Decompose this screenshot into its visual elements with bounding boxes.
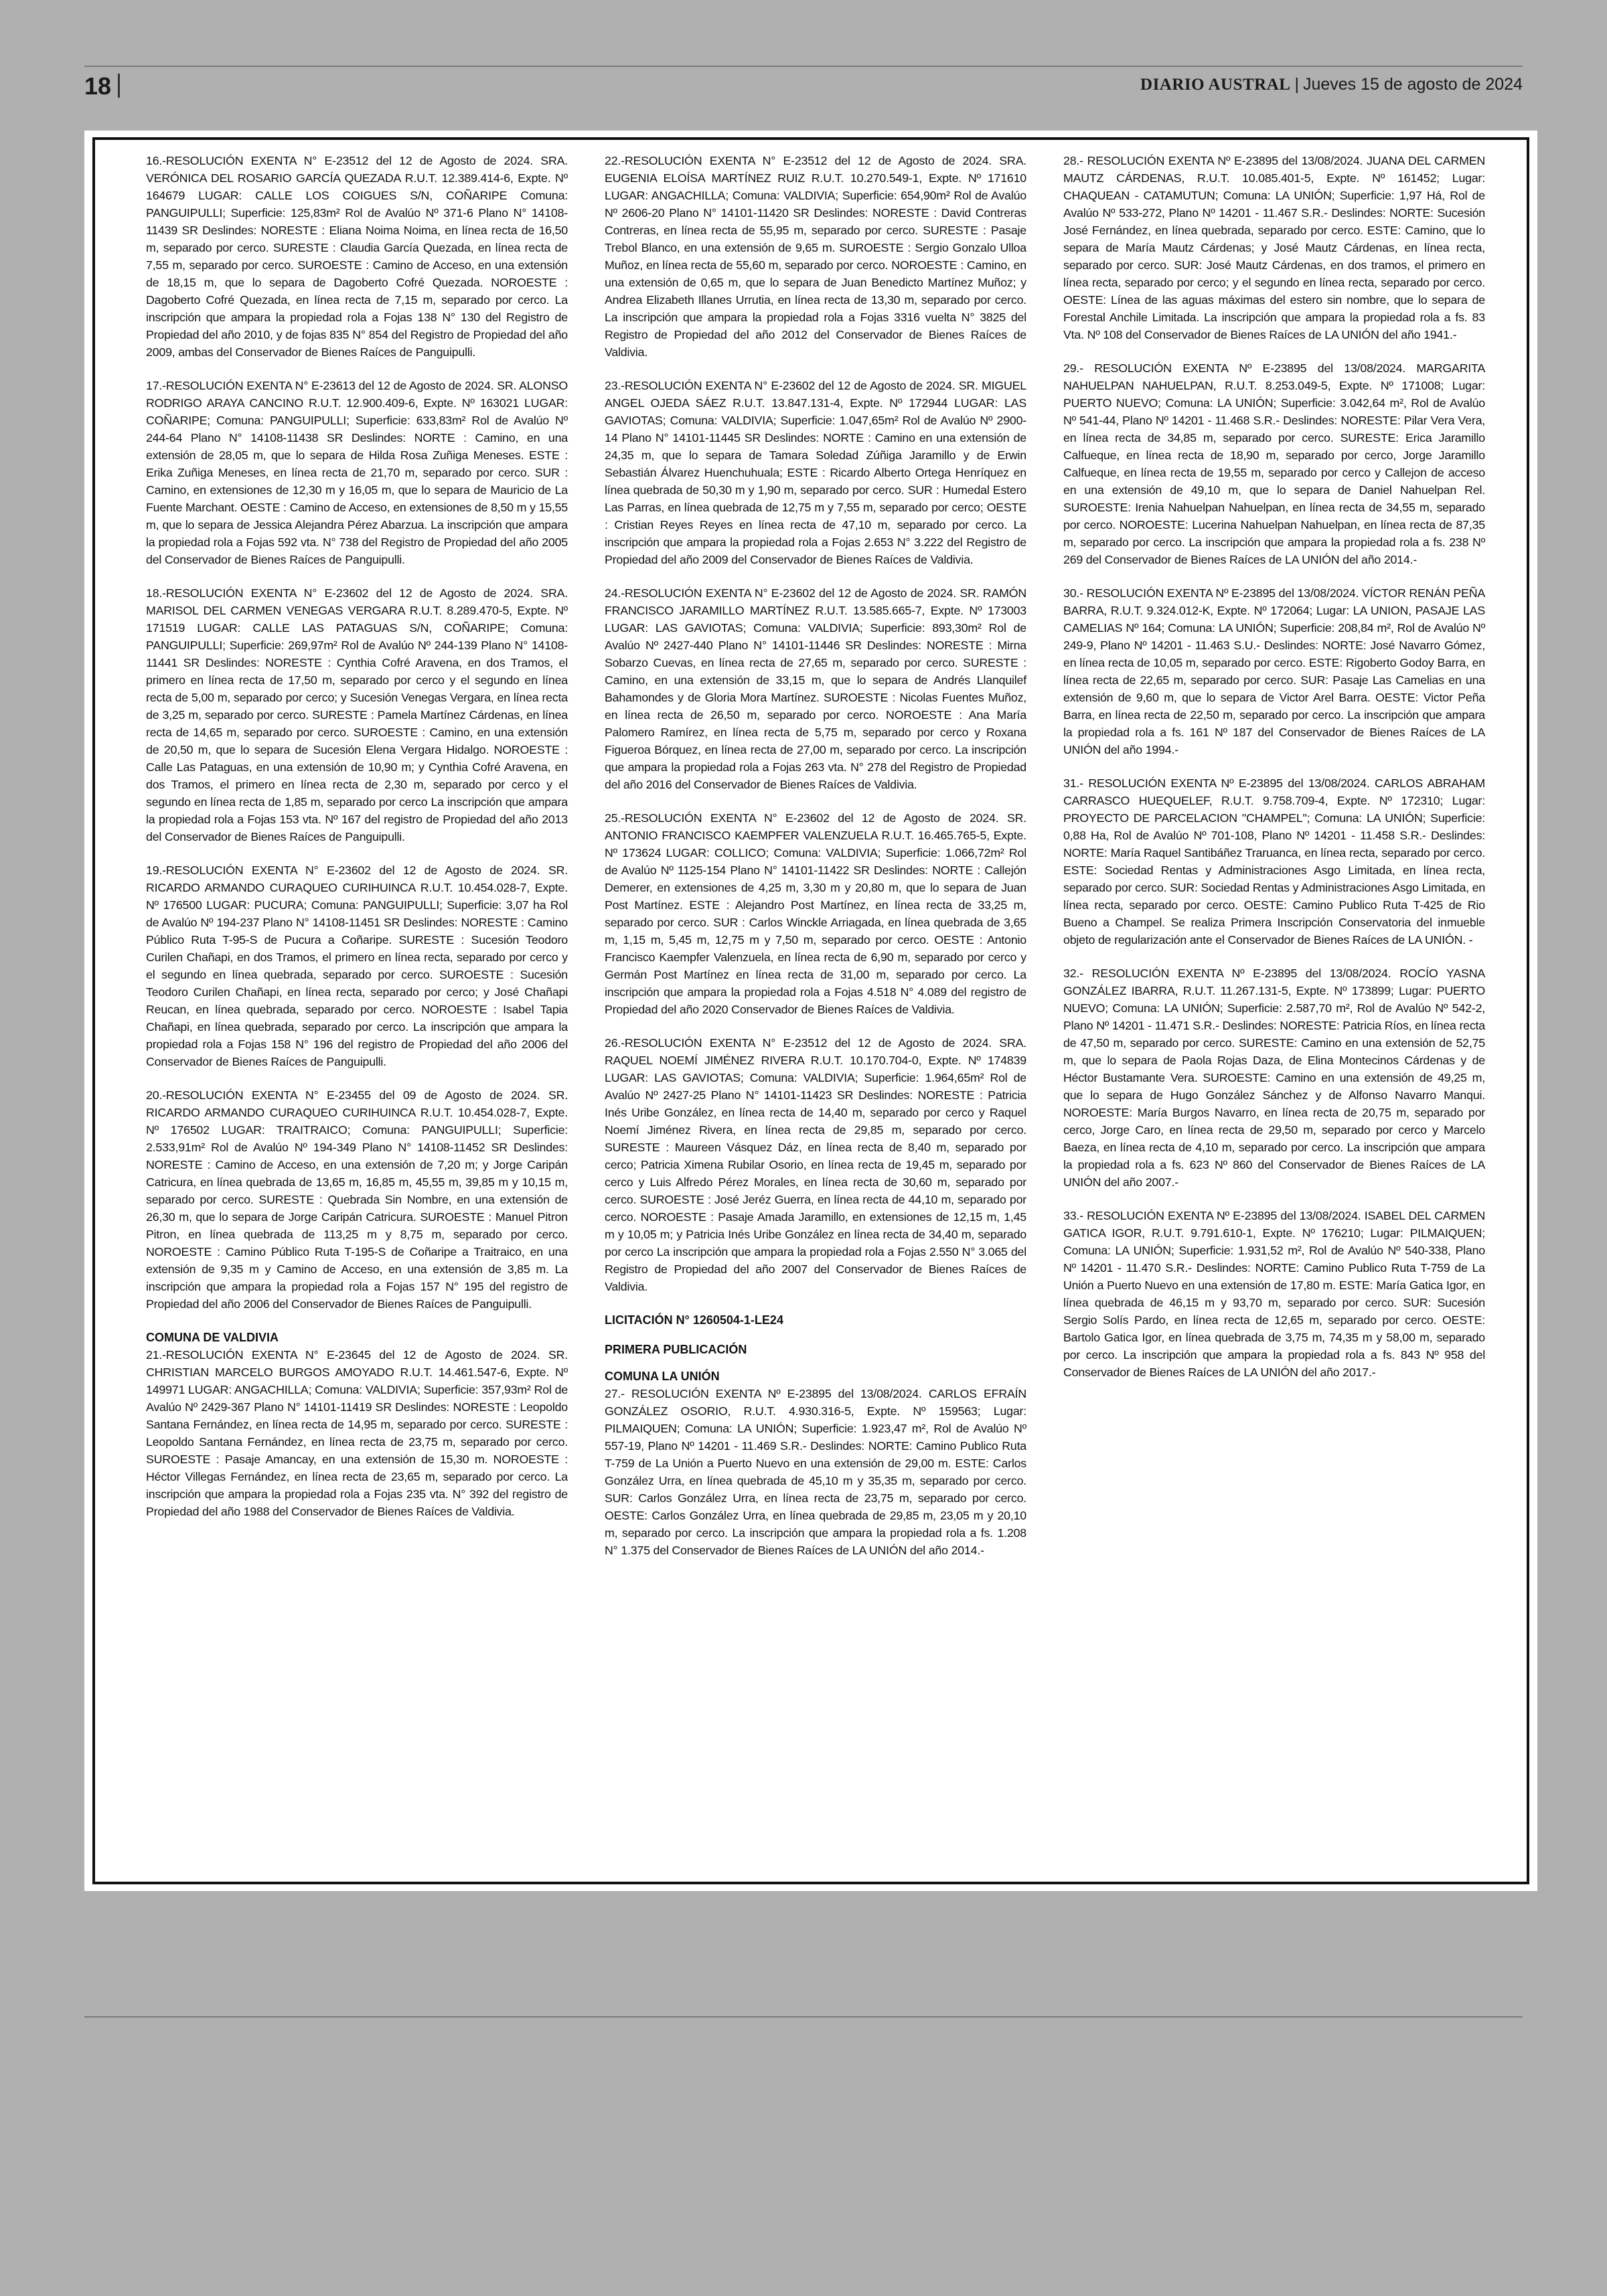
notice-entry-17: 17.-RESOLUCIÓN EXENTA N° E-23613 del 12 de Agosto de 2024. SR. ALONSO RODRIGO ARAYA CANCINO R.U.T. 12.900.409-6, Expte. Nº 163021 LUGAR: COÑARIPE; Comuna: PANGUIPULLI; Superficie: 633,83m² Rol de Avalúo Nº 244-64 Plano N° 14108-11438 SR Deslindes: NORTE : Camino, en una extensión de 28,05 m, que lo separa de Hilda Rosa Zuñiga Meneses. ESTE : Erika Zuñiga Meneses, en línea recta de 21,70 m, separado por cerco. SUR : Camino, en extensiones de 12,30 m y 16,05 m, que lo separa de Mauricio de La Fuente Marchant. OESTE : Camino de Acceso, en extensiones de 8,50 m y 15,55 m, que lo separa de Jessica Alejandra Pérez Abarzua. La inscripción que ampara la propiedad rola a Fojas 592 vta. N° 738 del Registro de Propiedad del año 2005 del Conservador de Bienes Raíces de Panguipulli.	[146, 379, 568, 566]
licitacion-heading: LICITACIÓN N° 1260504-1-LE24	[605, 1313, 783, 1327]
notice-entry-26: 26.-RESOLUCIÓN EXENTA N° E-23512 del 12 de Agosto de 2024. SRA. RAQUEL NOEMÍ JIMÉNEZ RIVERA R.U.T. 10.170.704-0, Expte. Nº 174839 LUGAR: LAS GAVIOTAS; Comuna: VALDIVIA; Superficie: 1.964,65m² Rol de Avalúo Nº 2427-25 Plano N° 14101-11423 SR Deslindes: NORESTE : Patricia Inés Uribe González, en línea recta de 14,40 m, separado por cerco y Raquel Noemí Jiménez Rivera, en línea recta de 29,85 m, separado por cerco. SURESTE : Maureen Vásquez Dáz, en línea recta de 8,40 m, separado por cerco; Patricia Ximena Rubilar Osorio, en línea recta de 19,45 m, separado por cerco y Luis Alfredo Pérez Morales, en línea recta de 30,60 m, separado por cerco. SUROESTE : José Jeréz Guerra, en línea recta de 44,10 m, separado por cerco. NOROESTE : Pasaje Amada Jaramillo, en extensiones de 12,15 m, 1,45 m y 10,05 m; y Patricia Inés Uribe González en línea recta de 34,40 m, separado por cerco La inscripción que ampara la propiedad rola a Fojas 2.550 N° 3.065 del Registro de Propiedad del año 2007 del Conservador de Bienes Raíces de Valdivia.	[605, 1036, 1026, 1293]
notice-entry-28: 28.- RESOLUCIÓN EXENTA Nº E-23895 del 13/08/2024. JUANA DEL CARMEN MAUTZ CÁRDENAS, R.U.T. 10.085.401-5, Expte. Nº 161452; Lugar: CHAQUEAN - CATAMUTUN; Comuna: LA UNIÓN; Superficie: 1,97 Há, Rol de Avalúo Nº 533-272, Plano Nº 14201 - 11.467 S.R.- Deslindes: NORTE: Sucesión José Fernández, en línea quebrada, separado por cerco. ESTE: Camino, que lo separa de María Mautz Cárdenas; y José Mautz Cárdenas, en línea recta, separado por cerco. SUR: José Mautz Cárdenas, en dos tramos, el primero en línea recta, separado por cerco; y el segundo en línea recta, separado por cerco. OESTE: Línea de las aguas máximas del estero sin nombre, que lo separa de Forestal Anchile Limitada. La inscripción que ampara la propiedad rola a fs. 83 Vta. Nº 108 del Conservador de Bienes Raíces de LA UNIÓN del año 1941.-	[1063, 154, 1485, 341]
notice-entry-29: 29.- RESOLUCIÓN EXENTA Nº E-23895 del 13/08/2024. MARGARITA NAHUELPAN NAHUELPAN, R.U.T. 8.253.049-5, Expte. Nº 171008; Lugar: PUERTO NUEVO; Comuna: LA UNIÓN; Superficie: 3.042,64 m², Rol de Avalúo Nº 541-44, Plano Nº 14201 - 11.468 S.R.- Deslindes: NORESTE: Pilar Vera Vera, en línea recta de 34,85 m, separado por cerco. SURESTE: Erica Jaramillo Calfueque, en línea recta de 18,90 m, separado por cerco, Jorge Jaramillo Calfueque, en línea recta de 19,55 m, separado por cerco y Callejon de acceso en una extensión de 49,10 m, que lo separa de Daniel Nahuelpan Rel. SUROESTE: Irenia Nahuelpan Nahuelpan, en línea recta de 34,55 m, separado por cerco. NOROESTE: Lucerina Nahuelpan Nahuelpan, en línea recta de 87,35 m, separado por cerco. La inscripción que ampara la propiedad rola a fs. 238 Nº 269 del Conservador de Bienes Raíces de LA UNIÓN del año 2014.-	[1063, 361, 1485, 566]
newspaper-name: DIARIO AUSTRAL	[1140, 76, 1291, 94]
notice-entry-32: 32.- RESOLUCIÓN EXENTA Nº E-23895 del 13/08/2024. ROCÍO YASNA GONZÁLEZ IBARRA, R.U.T. 11.267.131-5, Expte. Nº 173899; Lugar: PUERTO NUEVO; Comuna: LA UNIÓN; Superficie: 2.587,70 m², Rol de Avalúo Nº 542-2, Plano Nº 14201 - 11.471 S.R.- Deslindes: NORESTE: Patricia Ríos, en línea recta de 47,50 m, separado por cerco. SURESTE: Camino en una extensión de 52,75 m, que lo separa de Paola Rojas Daza, de Elina Montecinos Cárdenas y de Héctor Bustamante Vera. SUROESTE: Camino en una extensión de 49,25 m, que lo separa de Hugo González Sánchez y de Alfonso Navarro Manqui. NOROESTE: María Burgos Navarro, en línea recta de 20,75 m, separado por cerco, Jorge Caro, en línea recta de 29,50 m, separado por cerco y Marcelo Baeza, en línea recta de 4,10 m, separado por cerco. La inscripción que ampara la propiedad rola a fs. 623 Nº 860 del Conservador de Bienes Raíces de LA UNIÓN del año 2007.-	[1063, 967, 1485, 1189]
notice-entry-30: 30.- RESOLUCIÓN EXENTA Nº E-23895 del 13/08/2024. VÍCTOR RENÁN PEÑA BARRA, R.U.T. 9.324.012-K, Expte. Nº 172064; Lugar: LA UNION, PASAJE LAS CAMELIAS Nº 164; Comuna: LA UNIÓN; Superficie: 208,84 m², Rol de Avalúo Nº 249-9, Plano Nº 14201 - 11.463 S.U.- Deslindes: NORTE: José Navarro Gómez, en línea recta de 10,05 m, separado por cerco. ESTE: Rigoberto Godoy Barra, en línea recta de 22,65 m, separado por cerco. SUR: Pasaje Las Camelias en una extensión de 9,60 m, que lo separa de Victor Arel Barra. OESTE: Victor Peña Barra, en línea recta de 22,50 m, separado por cerco. La inscripción que ampara la propiedad rola a fs. 161 Nº 187 del Conservador de Bienes Raíces de LA UNIÓN del año 1994.-	[1063, 586, 1485, 756]
notice-entry-21: 21.-RESOLUCIÓN EXENTA N° E-23645 del 12 de Agosto de 2024. SR. CHRISTIAN MARCELO BURGOS AMOYADO R.U.T. 14.461.547-6, Expte. Nº 149971 LUGAR: ANGACHILLA; Comuna: VALDIVIA; Superficie: 357,93m² Rol de Avalúo Nº 2429-367 Plano N° 14101-11419 SR Deslindes: NORESTE : Leopoldo Santana Fernández, en línea recta de 14,95 m, separado por cerco. SURESTE : Leopoldo Santana Fernández, en línea recta de 23,75 m, separado por cerco. SUROESTE : Pasaje Amancay, en una extensión de 15,30 m. NOROESTE : Héctor Villegas Fernández, en línea recta de 23,65 m, separado por cerco. La inscripción que ampara la propiedad rola a Fojas 235 vta. N° 392 del registro de Propiedad del año 1988 del Conservador de Bienes Raíces de Valdivia.	[146, 1348, 568, 1518]
masthead	[1140, 75, 1523, 94]
page-number-divider	[118, 74, 120, 98]
notice-columns	[146, 152, 1485, 1575]
notice-entry-20: 20.-RESOLUCIÓN EXENTA N° E-23455 del 09 de Agosto de 2024. SR. RICARDO ARMANDO CURAQUEO CURIHUINCA R.U.T. 10.454.028-7, Expte. Nº 176502 LUGAR: TRAITRAICO; Comuna: PANGUIPULLI; Superficie: 2.533,91m² Rol de Avalúo Nº 194-349 Plano N° 14108-11452 SR Deslindes: NORESTE : Camino de Acceso, en una extensión de 7,20 m; y Jorge Caripán Catricura, en línea quebrada de 13,65 m, 16,85 m, 45,55 m, 39,85 m y 10,15 m, separado por cerco. SURESTE : Quebrada Sin Nombre, en una extensión de 26,30 m, que lo separa de Jorge Caripán Catricura. SUROESTE : Manuel Pitron Pitron, en línea quebrada de 113,25 m y 8,75 m, separado por cerco. NOROESTE : Camino Público Ruta T-195-S de Coñaripe a Traitraico, en una extensión de 9,35 m y Camino de Acceso, en una extensión de 3,85 m. La inscripción que ampara la propiedad rola a Fojas 157 N° 195 del registro de Propiedad del año 2006 del Conservador de Bienes Raíces de Panguipulli.	[146, 1088, 568, 1311]
masthead-separator: |	[1294, 75, 1299, 94]
column-1	[146, 152, 568, 1575]
notice-entry-27: 27.- RESOLUCIÓN EXENTA Nº E-23895 del 13/08/2024. CARLOS EFRAÍN GONZÁLEZ OSORIO, R.U.T. 4.930.316-5, Expte. Nº 159563; Lugar: PILMAIQUEN; Comuna: LA UNIÓN; Superficie: 1.923,47 m², Rol de Avalúo Nº 557-19, Plano Nº 14201 - 11.469 S.R.- Deslindes: NORTE: Camino Publico Ruta T-759 de La Unión a Puerto Nuevo en una extensión de 29,00 m. ESTE: Carlos González Urra, en línea quebrada de 45,10 m y 35,35 m, separado por cerco. SUR: Carlos González Urra, en línea recta de 23,75 m, separado por cerco. OESTE: Carlos González Urra, en línea quebrada de 29,85 m, 23,05 m y 20,10 m, separado por cerco. La inscripción que ampara la propiedad rola a fs. 1.208 N° 1.375 del Conservador de Bienes Raíces de LA UNIÓN del año 2014.-	[605, 1387, 1026, 1557]
notice-entry-25: 25.-RESOLUCIÓN EXENTA N° E-23602 del 12 de Agosto de 2024. SR. ANTONIO FRANCISCO KAEMPFER VALENZUELA R.U.T. 16.465.765-5, Expte. Nº 173624 LUGAR: COLLICO; Comuna: VALDIVIA; Superficie: 1.066,72m² Rol de Avalúo Nº 1125-154 Plano N° 14101-11422 SR Deslindes: NORTE : Callejón Demerer, en extensiones de 4,25 m, 3,30 m y 20,80 m, que lo separa de Juan Post Martínez. ESTE : Alejandro Post Martínez, en línea recta de 33,25 m, separado por cerco. SUR : Carlos Winckle Arriagada, en línea quebrada de 3,65 m, 1,15 m, 5,45 m, 12,75 m y 7,50 m, separado por cerco. OESTE : Antonio Francisco Kaempfer Valenzuela, en línea recta de 6,90 m, separado por cerco y Germán Post Martínez en línea recta de 31,00 m, separado por cerco. La inscripción que ampara la propiedad rola a Fojas 4.518 N° 4.089 del registro de Propiedad del año 2020 Conservador de Bienes Raíces de Valdivia.	[605, 811, 1026, 1016]
notice-entry-18: 18.-RESOLUCIÓN EXENTA N° E-23602 del 12 de Agosto de 2024. SRA. MARISOL DEL CARMEN VENEGAS VERGARA R.U.T. 8.289.470-5, Expte. Nº 171519 LUGAR: CALLE LAS PATAGUAS S/N, COÑARIPE; Comuna: PANGUIPULLI; Superficie: 269,97m² Rol de Avalúo Nº 244-139 Plano N° 14108-11441 SR Deslindes: NORESTE : Cynthia Cofré Aravena, en dos Tramos, el primero en línea recta de 17,50 m, separado por cerco y el segundo en línea recta de 5,00 m, separado por cerco; y Sucesión Venegas Vergara, en línea recta de 3,25 m, separado por cerco. SURESTE : Pamela Martínez Cárdenas, en línea recta de 14,65 m, separado por cerco. SUROESTE : Camino, en una extensión de 20,50 m, que lo separa de Sucesión Elena Vergara Hidalgo. NOROESTE : Calle Las Pataguas, en una extensión de 10,90 m; y Cynthia Cofré Aravena, en dos Tramos, el primero en línea recta de 2,30 m, separado por cerco y el segundo en línea recta de 1,85 m, separado por cerco La inscripción que ampara la propiedad rola a Fojas 153 vta. Nº 167 del registro de Propiedad del año 2013 del Conservador de Bienes Raíces de Panguipulli.	[146, 586, 568, 843]
publication-date: Jueves 15 de agosto de 2024	[1302, 75, 1523, 94]
page-number: 18	[84, 72, 112, 100]
notice-sheet	[84, 131, 1537, 1891]
notice-entry-31: 31.- RESOLUCIÓN EXENTA Nº E-23895 del 13/08/2024. CARLOS ABRAHAM CARRASCO HUEQUELEF, R.U.T. 9.758.709-4, Expte. Nº 172310; Lugar: PROYECTO DE PARCELACION "CHAMPEL"; Comuna: LA UNIÓN; Superficie: 0,88 Ha, Rol de Avalúo Nº 701-108, Plano Nº 14201 - 11.458 S.R.- Deslindes: NORTE: María Raquel Santibáñez Traruanca, en línea recta, separado por cerco. ESTE: Sociedad Rentas y Administraciones Asgo Limitada, en línea recta, separado por cerco. SUR: Sociedad Rentas y Administraciones Asgo Limitada, en línea recta, separado por cerco. OESTE: Camino Publico Ruta T-425 de Rio Bueno a Champel. Se realiza Primera Inscripción Conservatoria del inmueble objeto de regularización ante el Conservador de Bienes Raíces de LA UNIÓN. -	[1063, 776, 1486, 947]
section-heading-la-union: COMUNA LA UNIÓN	[605, 1370, 720, 1383]
header-rule	[84, 66, 1523, 67]
notice-entry-19: 19.-RESOLUCIÓN EXENTA N° E-23602 del 12 de Agosto de 2024. SR. RICARDO ARMANDO CURAQUEO CURIHUINCA R.U.T. 10.454.028-7, Expte. Nº 176500 LUGAR: PUCURA; Comuna: PANGUIPULLI; Superficie: 3,07 ha Rol de Avalúo Nº 194-237 Plano N° 14108-11451 SR Deslindes: NORESTE : Camino Público Ruta T-95-S de Pucura a Coñaripe. SURESTE : Sucesión Teodoro Curilen Chañapi, en dos Tramos, el primero en línea recta, separado por cerco y el segundo en línea quebrada, separado por cerco. SUROESTE : Sucesión Teodoro Curilen Chañapi, en línea recta, separado por cerco; y José Chañapi Reucan, en línea quebrada, separado por cerco. NOROESTE : Isabel Tapia Chañapi, en línea quebrada, separado por cerco. La inscripción que ampara la propiedad rola a Fojas 158 N° 196 del registro de Propiedad del año 2006 del Conservador de Bienes Raíces de Panguipulli.	[146, 864, 568, 1068]
footer-rule	[84, 2016, 1523, 2018]
section-heading-valdivia: COMUNA DE VALDIVIA	[146, 1331, 279, 1344]
notice-entry-33: 33.- RESOLUCIÓN EXENTA Nº E-23895 del 13/08/2024. ISABEL DEL CARMEN GATICA IGOR, R.U.T. 9.791.610-1, Expte. Nº 176210; Lugar: PILMAIQUEN; Comuna: LA UNIÓN; Superficie: 1.931,52 m², Rol de Avalúo Nº 540-338, Plano Nº 14201 - 11.470 S.R.- Deslindes: NORTE: Camino Publico Ruta T-759 de La Unión a Puerto Nuevo en una extensión de 17,80 m. ESTE: María Gatica Igor, en línea quebrada de 46,15 m y 93,70 m, separado por cerco. SUR: Sucesión Sergio Solís Pardo, en línea recta de 12,65 m, separado por cerco. OESTE: Bartolo Gatica Igor, en línea quebrada de 3,75 m, 74,35 m y 58,00 m, separado por cerco. La inscripción que ampara la propiedad rola a fs. 843 Nº 958 del Conservador de Bienes Raíces de LA UNIÓN del año 2017.-	[1063, 1209, 1485, 1379]
notice-entry-23: 23.-RESOLUCIÓN EXENTA N° E-23602 del 12 de Agosto de 2024. SR. MIGUEL ANGEL OJEDA SÁEZ R.U.T. 13.847.131-4, Expte. Nº 172944 LUGAR: LAS GAVIOTAS; Comuna: VALDIVIA; Superficie: 1.047,65m² Rol de Avalúo Nº 2900-14 Plano N° 14101-11445 SR Deslindes: NORTE : Camino en una extensión de 24,35 m, que lo separa de Tamara Soledad Zúñiga Jaramillo y de Erwin Sebastián Álvarez Huenchuhuala; ESTE : Ricardo Alberto Ortega Henríquez en línea quebrada de 50,30 m y 1,90 m, separado por cerco. SUR : Humedal Estero Las Parras, en línea quebrada de 12,75 m y 7,55 m, separado por cerco; OESTE : Cristian Reyes Reyes en línea recta de 47,10 m, separado por cerco. La inscripción que ampara la propiedad rola a Fojas 2.653 N° 3.222 del Registro de Propiedad del año 2009 del Conservador de Bienes Raíces de Valdivia.	[605, 379, 1026, 566]
notice-entry-24: 24.-RESOLUCIÓN EXENTA N° E-23602 del 12 de Agosto de 2024. SR. RAMÓN FRANCISCO JARAMILLO MARTÍNEZ R.U.T. 13.585.665-7, Expte. Nº 173003 LUGAR: LAS GAVIOTAS; Comuna: VALDIVIA; Superficie: 893,30m² Rol de Avalúo Nº 2427-440 Plano N° 14101-11446 SR Deslindes: NORESTE : Mirna Sobarzo Cuevas, en línea recta de 27,65 m, separado por cerco. SURESTE : Camino, en una extensión de 33,15 m, que lo separa de Andrés Llanquilef Bahamondes y de Gloria Mora Martínez. SUROESTE : Nicolas Fuentes Muñoz, en línea recta de 26,50 m, separado por cerco. NOROESTE : Ana María Palomero Ramírez, en línea recta de 5,75 m, separado por cerco y Roxana Figueroa Bórquez, en línea recta de 27,00 m, separado por cerco. La inscripción que ampara la propiedad rola a Fojas 263 vta. N° 278 del Registro de Propiedad del año 2016 del Conservador de Bienes Raíces de Valdivia.	[605, 586, 1026, 791]
notice-entry-16: 16.-RESOLUCIÓN EXENTA N° E-23512 del 12 de Agosto de 2024. SRA. VERÓNICA DEL ROSARIO GARCÍA QUEZADA R.U.T. 12.389.414-6, Expte. Nº 164679 LUGAR: CALLE LOS COIGUES S/N, COÑARIPE Comuna: PANGUIPULLI; Superficie: 125,83m² Rol de Avalúo Nº 371-6 Plano N° 14108-11439 SR Deslindes: NORESTE : Eliana Noima Noima, en línea recta de 16,50 m, separado por cerco. SURESTE : Claudia García Quezada, en línea recta de 7,55 m, separado por cerco. SUROESTE : Camino de Acceso, en una extensión de 18,15 m, que lo separa de Dagoberto Cofré Quezada. NOROESTE : Dagoberto Cofré Quezada, en línea recta de 7,15 m, separado por cerco. La inscripción que ampara la propiedad rola a Fojas 138 N° 130 del Registro de Propiedad del año 2010, y de fojas 835 N° 854 del Registro de Propiedad del año 2009, ambas del Conservador de Bienes Raíces de Panguipulli.	[146, 154, 568, 359]
column-3	[1063, 152, 1485, 1575]
column-2	[605, 152, 1026, 1575]
publication-heading: PRIMERA PUBLICACIÓN	[605, 1343, 747, 1356]
notice-entry-22: 22.-RESOLUCIÓN EXENTA N° E-23512 del 12 de Agosto de 2024. SRA. EUGENIA ELOÍSA MARTÍNEZ RUIZ R.U.T. 10.270.549-1, Expte. Nº 171610 LUGAR: ANGACHILLA; Comuna: VALDIVIA; Superficie: 654,90m² Rol de Avalúo Nº 2606-20 Plano N° 14101-11420 SR Deslindes: NORESTE : David Contreras Contreras, en línea recta de 55,95 m, separado por cerco. SURESTE : Pasaje Trebol Blanco, en una extensión de 9,65 m. SUROESTE : Sergio Gonzalo Ulloa Muñoz, en línea recta de 55,60 m, separado por cerco. NOROESTE : Camino, en una extensión de 0,65 m, que lo separa de Juan Benedicto Martínez Muñoz; y Andrea Elizabeth Illanes Urrutia, en línea recta de 13,30 m, separado por cerco. La inscripción que ampara la propiedad rola a Fojas 3316 vuelta N° 3825 del Registro de Propiedad del año 2012 del Conservador de Bienes Raíces de Valdivia.	[605, 154, 1026, 359]
